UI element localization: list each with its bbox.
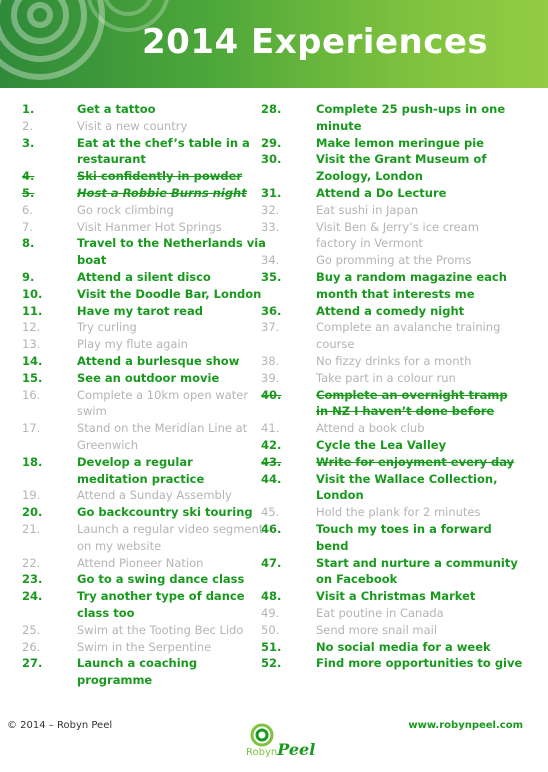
item-number: 49. (261, 605, 280, 620)
list-item (261, 622, 523, 639)
item-text: Visit the Grant Museum of Zoology, London (316, 152, 487, 184)
item-number: 15. (22, 370, 43, 385)
item-text: Visit a Christmas Market (316, 589, 476, 604)
item-number: 45. (261, 505, 280, 520)
experience-list-right (261, 101, 523, 672)
item-text: Get a tattoo (77, 102, 156, 116)
item-text: Go rock climbing (77, 202, 174, 217)
copyright-text: © 2014 – Robyn Peel (7, 720, 113, 731)
item-number: 16. (22, 387, 41, 402)
list-item (261, 185, 523, 202)
item-number: 26. (22, 639, 41, 654)
list-item (22, 487, 267, 504)
item-number: 12. (22, 320, 41, 335)
item-text: Find more opportunities to give (316, 656, 523, 671)
item-number: 33. (261, 219, 280, 234)
list-item (261, 135, 523, 152)
experience-list-left (22, 101, 267, 689)
item-text: Attend a Do Lecture (316, 185, 447, 200)
item-text: Go backcountry ski touring (77, 505, 253, 520)
item-number: 42. (261, 437, 282, 452)
item-text: Stand on the Meridian Line at Greenwich (77, 421, 248, 452)
item-text: Complete an avalanche training course (316, 320, 501, 352)
item-text: Send more snail mail (316, 622, 438, 637)
item-text: Host a Robbie Burns night (77, 185, 247, 200)
item-number: 10. (22, 286, 43, 301)
page-title: 2014 Experiences (142, 22, 489, 62)
item-number: 23. (22, 572, 43, 587)
list-item (261, 303, 523, 320)
item-text: Play my flute again (77, 337, 188, 352)
logo-text (246, 740, 315, 759)
item-number: 1. (22, 102, 35, 116)
list-item (22, 555, 267, 572)
list-item (22, 101, 267, 118)
item-number: 24. (22, 589, 43, 604)
item-number: 2. (22, 118, 33, 133)
list-item (261, 437, 523, 454)
list-item (22, 319, 267, 336)
item-number: 50. (261, 622, 280, 637)
list-item (22, 521, 267, 555)
website-link[interactable]: www.robynpeel.com (408, 720, 523, 731)
item-number: 20. (22, 505, 43, 520)
item-text: See an outdoor movie (77, 370, 220, 385)
item-number: 22. (22, 555, 41, 570)
item-text: Visit a new country (77, 118, 188, 133)
item-number: 39. (261, 370, 280, 385)
item-number: 30. (261, 152, 282, 167)
item-number: 47. (261, 555, 282, 570)
item-number: 37. (261, 320, 280, 335)
item-number: 34. (261, 253, 280, 268)
list-item (261, 521, 523, 555)
list-item (22, 387, 267, 421)
item-text: Complete 25 push-ups in one minute (316, 102, 506, 133)
item-number: 27. (22, 656, 43, 671)
list-item (261, 454, 523, 471)
item-number: 28. (261, 102, 282, 116)
item-text: No fizzy drinks for a month (316, 353, 472, 368)
item-number: 8. (22, 236, 35, 251)
list-item (22, 202, 267, 219)
list-item (261, 219, 523, 253)
item-text: Cycle the Lea Valley (316, 437, 447, 452)
item-number: 29. (261, 135, 282, 150)
item-text: Eat at the chef’s table in a restaurant (77, 135, 250, 167)
item-number: 3. (22, 135, 35, 150)
item-text: Launch a coaching programme (77, 656, 198, 688)
list-item (22, 655, 267, 689)
list-item (22, 235, 267, 269)
item-number: 46. (261, 521, 282, 536)
item-number: 44. (261, 471, 282, 486)
item-text: Swim at the Tooting Bec Lido (77, 622, 244, 637)
list-item (22, 135, 267, 169)
list-item (22, 118, 267, 135)
list-item (261, 555, 523, 589)
item-number: 9. (22, 269, 35, 284)
list-item (261, 639, 523, 656)
item-number: 17. (22, 421, 41, 436)
list-item (261, 471, 523, 505)
list-item (261, 605, 523, 622)
logo-text-first: Robyn (246, 747, 278, 758)
item-number: 19. (22, 488, 41, 503)
header-banner (0, 0, 548, 88)
item-number: 35. (261, 269, 282, 284)
item-text: Ski confidently in powder (77, 169, 243, 184)
list-item (261, 319, 523, 353)
list-item (22, 353, 267, 370)
list-item (261, 353, 523, 370)
list-item (22, 571, 267, 588)
item-text: Try curling (77, 320, 137, 335)
list-item (261, 252, 523, 269)
item-number: 51. (261, 639, 282, 654)
item-text: Attend a book club (316, 421, 425, 436)
item-number: 36. (261, 303, 282, 318)
item-number: 25. (22, 622, 41, 637)
item-text: Launch a regular video segment on my website (77, 521, 264, 553)
item-text: Attend Pioneer Nation (77, 555, 204, 570)
item-number: 7. (22, 219, 33, 234)
item-text: Write for enjoyment every day (316, 454, 515, 469)
item-text: Eat poutine in Canada (316, 605, 444, 620)
item-text: Complete an overnight tramp in NZ I haven’t done before (316, 387, 508, 419)
item-number: 13. (22, 337, 41, 352)
item-text: Attend a comedy night (316, 303, 465, 318)
item-text: Develop a regular meditation practice (77, 454, 205, 486)
list-item (22, 588, 267, 622)
list-item (22, 269, 267, 286)
list-item (261, 504, 523, 521)
list-item (22, 370, 267, 387)
item-text: Attend a burlesque show (77, 353, 240, 368)
list-item (22, 504, 267, 521)
list-item (22, 185, 267, 202)
list-item (261, 370, 523, 387)
list-item (22, 303, 267, 320)
list-item (261, 588, 523, 605)
item-text: Take part in a colour run (316, 370, 456, 385)
item-text: Visit Hanmer Hot Springs (77, 219, 222, 234)
item-number: 32. (261, 202, 280, 217)
item-text: Hold the plank for 2 minutes (316, 505, 481, 520)
item-number: 6. (22, 202, 33, 217)
item-number: 5. (22, 185, 35, 200)
item-text: Attend a Sunday Assembly (77, 488, 232, 503)
item-number: 11. (22, 303, 43, 318)
item-text: No social media for a week (316, 639, 491, 654)
list-item (22, 168, 267, 185)
item-number: 40. (261, 387, 282, 402)
logo-text-second: Peel (277, 740, 316, 759)
item-number: 48. (261, 589, 282, 604)
item-text: Attend a silent disco (77, 269, 211, 284)
item-text: Start and nurture a community on Facebook (316, 555, 518, 587)
item-text: Touch my toes in a forward bend (316, 521, 492, 553)
list-item (22, 336, 267, 353)
item-number: 43. (261, 454, 282, 469)
item-number: 21. (22, 521, 41, 536)
list-item (22, 286, 267, 303)
list-item (261, 151, 523, 185)
list-item (261, 420, 523, 437)
item-text: Swim in the Serpentine (77, 639, 212, 654)
list-item (22, 639, 267, 656)
list-item (261, 101, 523, 135)
item-text: Make lemon meringue pie (316, 135, 484, 150)
item-text: Visit the Doodle Bar, London (77, 286, 262, 301)
item-number: 18. (22, 454, 43, 469)
item-text: Have my tarot read (77, 303, 203, 318)
list-item (22, 420, 267, 454)
item-text: Go to a swing dance class (77, 572, 245, 587)
list-item (261, 655, 523, 672)
item-number: 38. (261, 353, 280, 368)
item-text: Travel to the Netherlands via boat (77, 236, 266, 268)
item-number: 52. (261, 656, 282, 671)
list-item (261, 387, 523, 421)
list-item (22, 454, 267, 488)
item-number: 31. (261, 185, 282, 200)
list-item (22, 622, 267, 639)
item-text: Complete a 10km open water swim (77, 387, 249, 419)
item-text: Visit Ben & Jerry’s ice cream factory in Vermont (316, 219, 479, 251)
item-number: 14. (22, 353, 43, 368)
item-text: Eat sushi in Japan (316, 202, 419, 217)
item-text: Go promming at the Proms (316, 253, 472, 268)
item-number: 4. (22, 169, 35, 184)
item-number: 41. (261, 421, 280, 436)
item-text: Try another type of dance class too (77, 589, 245, 620)
list-item (22, 219, 267, 236)
list-item (261, 269, 523, 303)
item-text: Visit the Wallace Collection, London (316, 471, 498, 503)
list-item (261, 202, 523, 219)
item-text: Buy a random magazine each month that interests me (316, 269, 507, 301)
